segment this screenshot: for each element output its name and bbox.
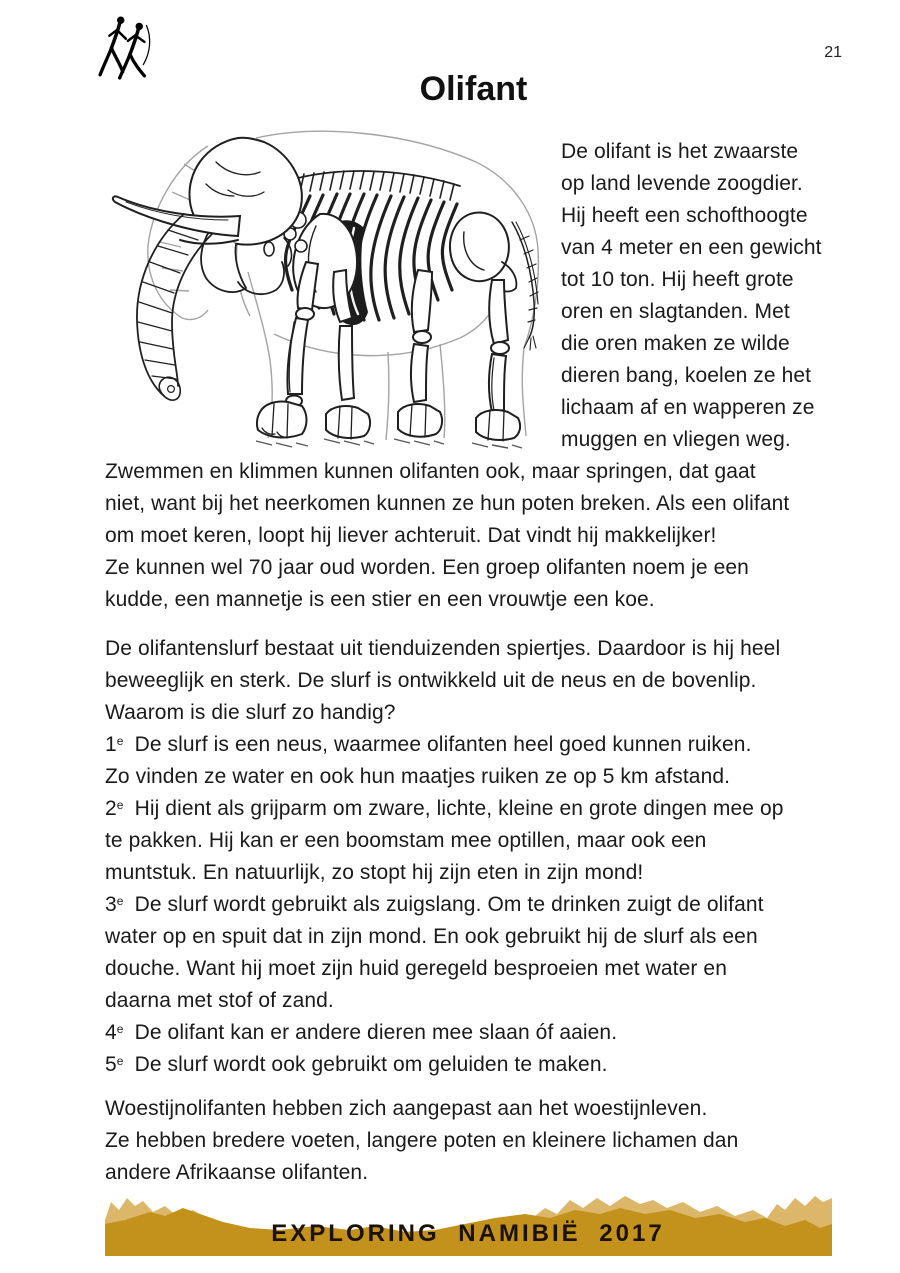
text-line: die oren maken ze wilde (561, 332, 790, 355)
text-line: kudde, een mannetje is een stier en een vrouwtje een koe. (105, 588, 655, 611)
text-line: Zwemmen en klimmen kunnen olifanten ook, maar springen, dat gaat (105, 460, 756, 483)
paragraph-swim-age (105, 456, 842, 616)
footer-banner (105, 1190, 832, 1256)
page-number: 21 (824, 44, 842, 61)
text-line: op land levende zoogdier. (561, 172, 803, 195)
text-line: niet, want bij het neerkomen kunnen ze hun poten breken. Als een olifant (105, 492, 790, 515)
text-line: Ze kunnen wel 70 jaar oud worden. Een groep olifanten noem je een (105, 556, 749, 579)
text-line: Woestijnolifanten hebben zich aangepast aan het woestijnleven. (105, 1097, 708, 1120)
text-line: muntstuk. En natuurlijk, zo stopt hij zijn eten in zijn mond! (105, 861, 644, 884)
text-line: daarna met stof of zand. (105, 989, 334, 1012)
text-line: lichaam af en wapperen ze (561, 396, 815, 419)
text-line: De olifantenslurf bestaat uit tienduizenden spiertjes. Daardoor is hij heel (105, 637, 781, 660)
text-line: van 4 meter en een gewicht (561, 236, 822, 259)
text-line: Hij heeft een schofthoogte (561, 204, 808, 227)
text-line: 2e Hij dient als grijparm om zware, lichte, kleine en grote dingen mee op (105, 797, 784, 820)
text-line: beweeglijk en sterk. De slurf is ontwikkeld uit de neus en de bovenlip. (105, 669, 757, 692)
text-line: oren en slagtanden. Met (561, 300, 790, 323)
mountain-banner-icon (105, 1190, 832, 1256)
text-line: te pakken. Hij kan er een boomstam mee optillen, maar ook een (105, 829, 707, 852)
banner-text: EXPLORING NAMIBIË 2017 (271, 1220, 665, 1247)
text-line: Zo vinden ze water en ook hun maatjes ruiken ze op 5 km afstand. (105, 765, 731, 788)
text-line: 5e De slurf wordt ook gebruikt om geluiden te maken. (105, 1053, 608, 1076)
text-line: muggen en vliegen weg. (561, 428, 791, 451)
text-line: Ze hebben bredere voeten, langere poten en kleinere lichamen dan (105, 1129, 739, 1152)
paragraph-trunk-uses (105, 633, 842, 1081)
text-line: 3e De slurf wordt gebruikt als zuigslang. Om te drinken zuigt de olifant (105, 893, 764, 916)
page-title: Olifant (419, 70, 528, 108)
paragraph-desert-elephants (105, 1093, 842, 1189)
text-line: tot 10 ton. Hij heeft grote (561, 268, 794, 291)
text-line: water op en spuit dat in zijn mond. En ook gebruikt hij de slurf als een (105, 925, 758, 948)
text-line: De olifant is het zwaarste (561, 140, 799, 163)
text-line: om moet keren, loopt hij liever achteruit. Dat vindt hij makkelijker! (105, 524, 717, 547)
text-line: Waarom is die slurf zo handig? (105, 701, 396, 724)
text-line: andere Afrikaanse olifanten. (105, 1161, 369, 1184)
text-line: 1e De slurf is een neus, waarmee olifanten heel goed kunnen ruiken. (105, 733, 752, 756)
text-line: douche. Want hij moet zijn huid geregeld besproeien met water en (105, 957, 727, 980)
text-line: 4e De olifant kan er andere dieren mee slaan óf aaien. (105, 1021, 618, 1044)
text-line: dieren bang, koelen ze het (561, 364, 812, 387)
intro-paragraph (561, 136, 842, 456)
body-text (105, 136, 842, 1189)
